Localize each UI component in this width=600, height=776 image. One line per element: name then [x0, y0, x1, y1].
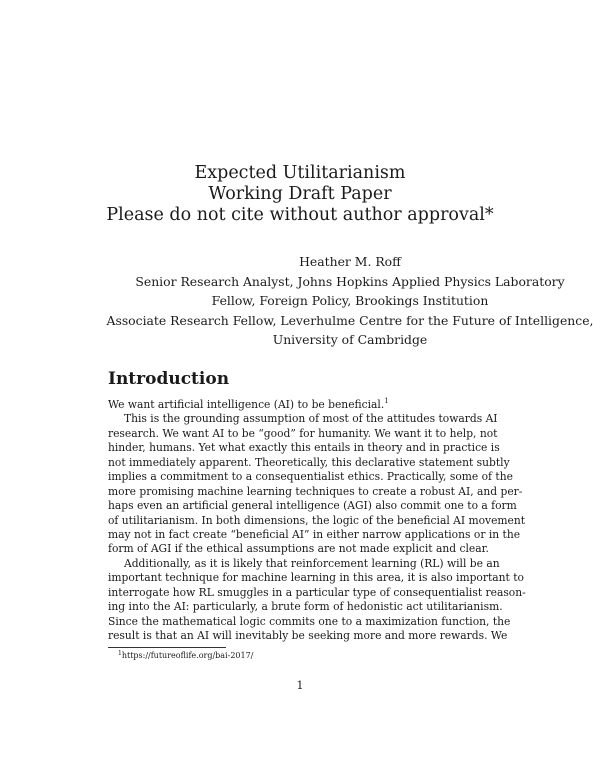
section-heading: Introduction [108, 369, 230, 389]
paragraph-2-line: research. We want AI to be “good” for humanity. We want it to help, not [108, 426, 498, 440]
paragraph-2-line: haps even an artificial general intelligence (AGI) also commit one to a form [108, 499, 517, 513]
footnote-divider [108, 647, 226, 648]
title-line-3: Please do not cite without author approval* [106, 205, 494, 225]
paragraph-2-line: of utilitarianism. In both dimensions, the logic of the beneficial AI movement [108, 513, 526, 527]
footnote [118, 650, 253, 661]
paragraph-3-line: interrogate how RL smuggles in a particular type of consequentialist reason- [108, 585, 526, 599]
paragraph-2-line: form of AGI if the ethical assumptions are not made explicit and clear. [108, 542, 489, 556]
paragraph-2-line: may not in fact create “beneficial AI” in either narrow applications or in the [108, 527, 521, 541]
author-block [0, 252, 600, 350]
paper-title [0, 163, 600, 226]
body-text [108, 397, 526, 643]
footnote-link[interactable]: https://futureoflife.org/bai-2017/ [121, 651, 254, 660]
paragraph-3-line: result is that an AI will inevitably be seeking more and more rewards. We [108, 629, 508, 642]
title-line-2: Working Draft Paper [208, 184, 392, 204]
author-affiliation-3: Associate Research Fellow, Leverhulme Centre for the Future of Intelligence, [106, 312, 594, 328]
paragraph-3-line: Additionally, as it is likely that reinforcement learning (RL) will be an [124, 556, 500, 570]
author-affiliation-4: University of Cambridge [272, 332, 428, 347]
page-number: 1 [296, 679, 304, 692]
paragraph-2-line: hinder, humans. Yet what exactly this entails in theory and in practice is [108, 441, 500, 455]
author-name: Heather M. Roff [299, 254, 401, 269]
title-line-1: Expected Utilitarianism [194, 163, 406, 183]
paragraph-2-line: implies a commitment to a consequentialist ethics. Practically, some of the [108, 470, 513, 484]
paragraph-3-line: ing into the AI: particularly, a brute form of hedonistic act utilitarianism. [108, 600, 503, 614]
paragraph-2-line: This is the grounding assumption of most of the attitudes towards AI [124, 412, 498, 426]
paragraph-2-line: not immediately apparent. Theoretically, this declarative statement subtly [108, 455, 510, 469]
paragraph-2-line: more promising machine learning techniques to create a robust AI, and per- [108, 484, 523, 498]
paragraph-3-line: important technique for machine learning in this area, it is also important to [108, 571, 524, 585]
author-affiliation-2: Fellow, Foreign Policy, Brookings Institution [211, 293, 489, 308]
footnote-reference: 1 [384, 397, 389, 405]
footnote-mark: 1 [118, 650, 122, 657]
author-affiliation-1: Senior Research Analyst, Johns Hopkins Applied Physics Laboratory [135, 273, 565, 289]
paragraph-1 [108, 398, 492, 412]
paragraph-3-line: Since the mathematical logic commits one to a maximization function, the [108, 614, 511, 628]
paragraph-1-text: We want artificial intelligence (AI) to be beneficial. [108, 398, 385, 411]
